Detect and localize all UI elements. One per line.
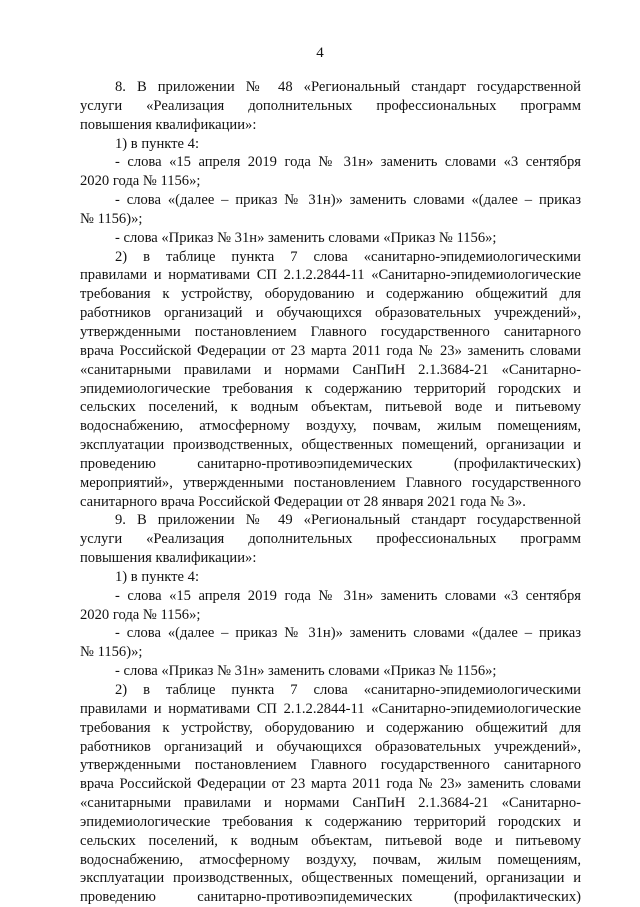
text-line: 2) в таблице пункта 7 слова «санитарно-эпидемиологическими <box>115 682 581 698</box>
text-line: - слова «15 апреля 2019 года № 31н» заменить словами «3 сентября <box>115 587 581 604</box>
text-line: 1) в пункте 4: <box>115 135 200 152</box>
text-line: работников организаций и обучающихся образовательных учреждений», <box>80 305 581 322</box>
text-line: 2) в таблице пункта 7 слова «санитарно-эпидемиологическими <box>115 248 581 265</box>
text-line: - слова «15 апреля 2019 года № 31н» заменить словами «3 сентября <box>115 154 581 171</box>
text-line: повышения квалификации»: <box>80 550 257 567</box>
text-line: утвержденными постановлением Главного государственного санитарного <box>80 323 581 340</box>
text-line: услуги «Реализация дополнительных профессиональных программ <box>80 531 581 548</box>
text-line: 2020 года № 1156»; <box>80 606 201 623</box>
text-line: эксплуатации производственных, общественных помещений, организации и <box>80 437 581 454</box>
text-line: утвержденными постановлением Главного государственного санитарного <box>80 757 581 774</box>
text-line: № 1156)»; <box>80 644 143 661</box>
text-line: эпидемиологические требования к содержанию территорий городских и <box>80 380 581 397</box>
text-line: «санитарными правилами и нормами СанПиН 2.1.3684-21 «Санитарно- <box>80 795 581 812</box>
text-line: сельских поселений, к водным объектам, питьевой воде и питьевому <box>80 832 581 849</box>
text-line: требования к устройству, оборудованию и содержанию общежитий для <box>80 719 581 736</box>
text-line: водоснабжению, атмосферному воздуху, почвам, жилым помещениям, <box>80 418 581 435</box>
page-number: 4 <box>316 45 324 61</box>
text-line: - слова «(далее – приказ № 31н)» заменить словами «(далее – приказ <box>115 192 581 209</box>
text-line: «санитарными правилами и нормами СанПиН 2.1.3684-21 «Санитарно- <box>80 361 581 378</box>
text-line: санитарного врача Российской Федерации от 28 января 2021 года № 3». <box>80 493 526 510</box>
text-line: эпидемиологические требования к содержанию территорий городских и <box>80 813 581 830</box>
text-line: - слова «Приказ № 31н» заменить словами «Приказ № 1156»; <box>115 663 497 680</box>
text-line: проведению санитарно-противоэпидемических (профилактических) <box>80 455 581 472</box>
text-line: правилами и нормативами СП 2.1.2.2844-11 «Санитарно-эпидемиологические <box>80 267 581 284</box>
text-line: № 1156)»; <box>80 210 143 227</box>
text-line: врача Российской Федерации от 23 марта 2011 года № 23» заменить словами <box>80 776 581 793</box>
text-line: - слова «Приказ № 31н» заменить словами «Приказ № 1156»; <box>115 229 497 246</box>
text-line: проведению санитарно-противоэпидемических (профилактических) <box>80 889 581 906</box>
text-line: 9. В приложении № 49 «Региональный стандарт государственной <box>115 512 581 529</box>
text-line: 8. В приложении № 48 «Региональный стандарт государственной <box>115 79 581 95</box>
text-line: повышения квалификации»: <box>80 116 257 133</box>
text-line: правилами и нормативами СП 2.1.2.2844-11 «Санитарно-эпидемиологические <box>80 700 581 717</box>
text-line: водоснабжению, атмосферному воздуху, почвам, жилым помещениям, <box>80 851 581 868</box>
text-line: - слова «(далее – приказ № 31н)» заменить словами «(далее – приказ <box>115 625 581 642</box>
text-line: эксплуатации производственных, общественных помещений, организации и <box>80 870 581 887</box>
document-body <box>80 78 581 907</box>
text-line: услуги «Реализация дополнительных профессиональных программ <box>80 97 581 114</box>
text-line: врача Российской Федерации от 23 марта 2011 года № 23» заменить словами <box>80 342 581 359</box>
text-line: сельских поселений, к водным объектам, питьевой воде и питьевому <box>80 399 581 416</box>
text-line: требования к устройству, оборудованию и содержанию общежитий для <box>80 286 581 303</box>
text-line: работников организаций и обучающихся образовательных учреждений», <box>80 738 581 755</box>
text-line: 1) в пункте 4: <box>115 568 200 585</box>
text-line: 2020 года № 1156»; <box>80 173 201 190</box>
text-line: мероприятий», утвержденными постановлением Главного государственного <box>80 474 581 491</box>
